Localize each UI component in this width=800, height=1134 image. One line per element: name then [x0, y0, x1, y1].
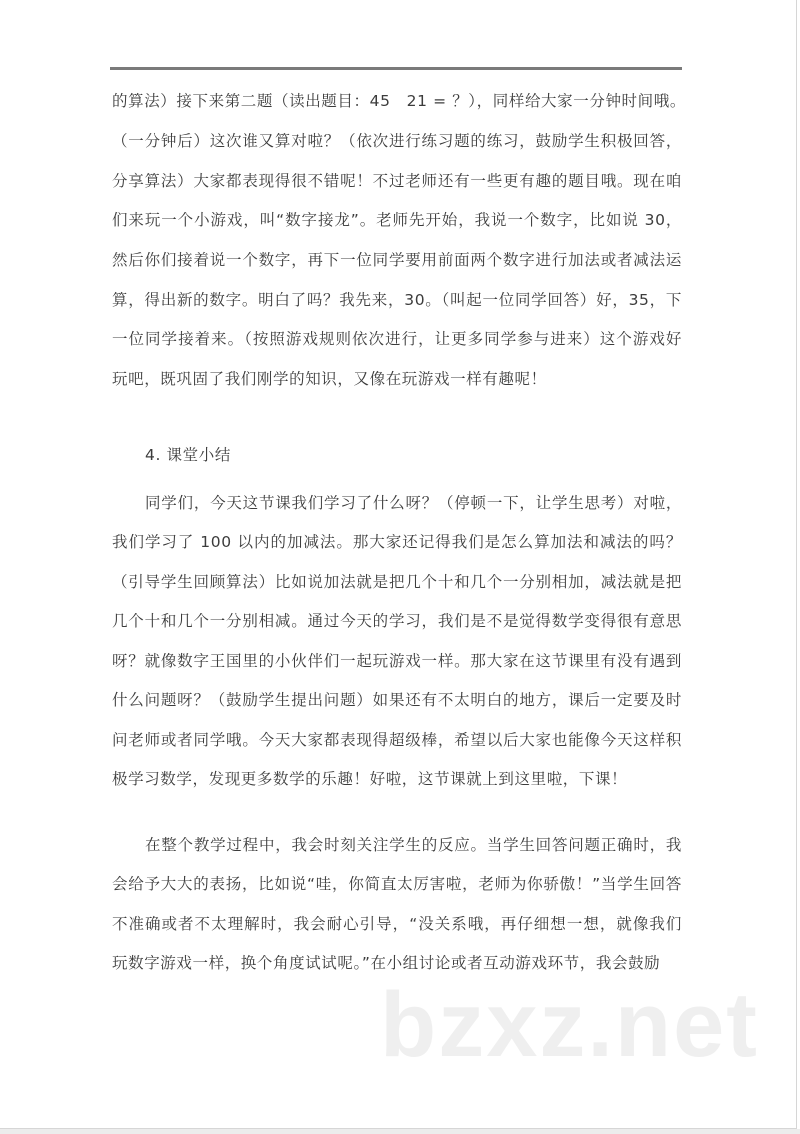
- text-line: 呀？就像数字王国里的小伙伴们一起玩游戏一样。那大家在这节课里有没有遇到: [112, 652, 682, 670]
- text-line: 在整个教学过程中，我会时刻关注学生的反应。当学生回答问题正确时，我: [145, 836, 682, 854]
- text-line: 一位同学接着来。（按照游戏规则依次进行，让更多同学参与进来）这个游戏好: [112, 330, 682, 348]
- text-line: 们来玩一个小游戏，叫“数字接龙”。老师先开始，我说一个数字，比如说 30，: [112, 211, 682, 229]
- text-line: （引导学生回顾算法）比如说加法就是把几个十和几个一分别相加，减法就是把: [112, 573, 682, 591]
- header-rule: [110, 67, 682, 70]
- text-line: 什么问题呀？（鼓励学生提出问题）如果还有不太明白的地方，课后一定要及时: [112, 691, 682, 709]
- text-line: 不准确或者不太理解时，我会耐心引导，“没关系哦，再仔细想一想，就像我们: [112, 915, 682, 933]
- text-line: 然后你们接着说一个数字，再下一位同学要用前面两个数字进行加法或者减法运: [112, 251, 682, 269]
- section-heading: 4. 课堂小结: [145, 446, 231, 464]
- text-line: 的算法）接下来第二题（读出题目：45 21 = ？），同样给大家一分钟时间哦。: [112, 92, 686, 110]
- page-bottom-edge: [0, 1129, 800, 1134]
- text-line: 极学习数学，发现更多数学的乐趣！好啦，这节课就上到这里啦，下课！: [112, 770, 628, 788]
- text-line: 问老师或者同学哦。今天大家都表现得超级棒，希望以后大家也能像今天这样积: [112, 731, 682, 749]
- text-line: 会给予大大的表扬，比如说“哇，你简直太厉害啦，老师为你骄傲！”当学生回答: [112, 875, 682, 893]
- text-line: 算，得出新的数字。明白了吗？我先来，30。（叫起一位同学回答）好，35，下: [112, 291, 682, 309]
- text-line: 几个十和几个一分别相减。通过今天的学习，我们是不是觉得数学变得很有意思: [112, 612, 682, 630]
- watermark: bzxz.net: [380, 974, 759, 1076]
- text-line: （一分钟后）这次谁又算对啦？（依次进行练习题的练习，鼓励学生积极回答，: [112, 132, 682, 150]
- text-line: 玩吧，既巩固了我们刚学的知识，又像在玩游戏一样有趣呢！: [112, 370, 547, 388]
- text-line: 玩数字游戏一样，换个角度试试呢。”在小组讨论或者互动游戏环节，我会鼓励: [112, 954, 661, 972]
- text-line: 我们学习了 100 以内的加减法。那大家还记得我们是怎么算加法和减法的吗？: [112, 533, 682, 551]
- text-line: 同学们，今天这节课我们学习了什么呀？（停顿一下，让学生思考）对啦，: [145, 494, 682, 512]
- text-line: 分享算法）大家都表现得很不错呢！不过老师还有一些更有趣的题目哦。现在咱: [112, 172, 682, 190]
